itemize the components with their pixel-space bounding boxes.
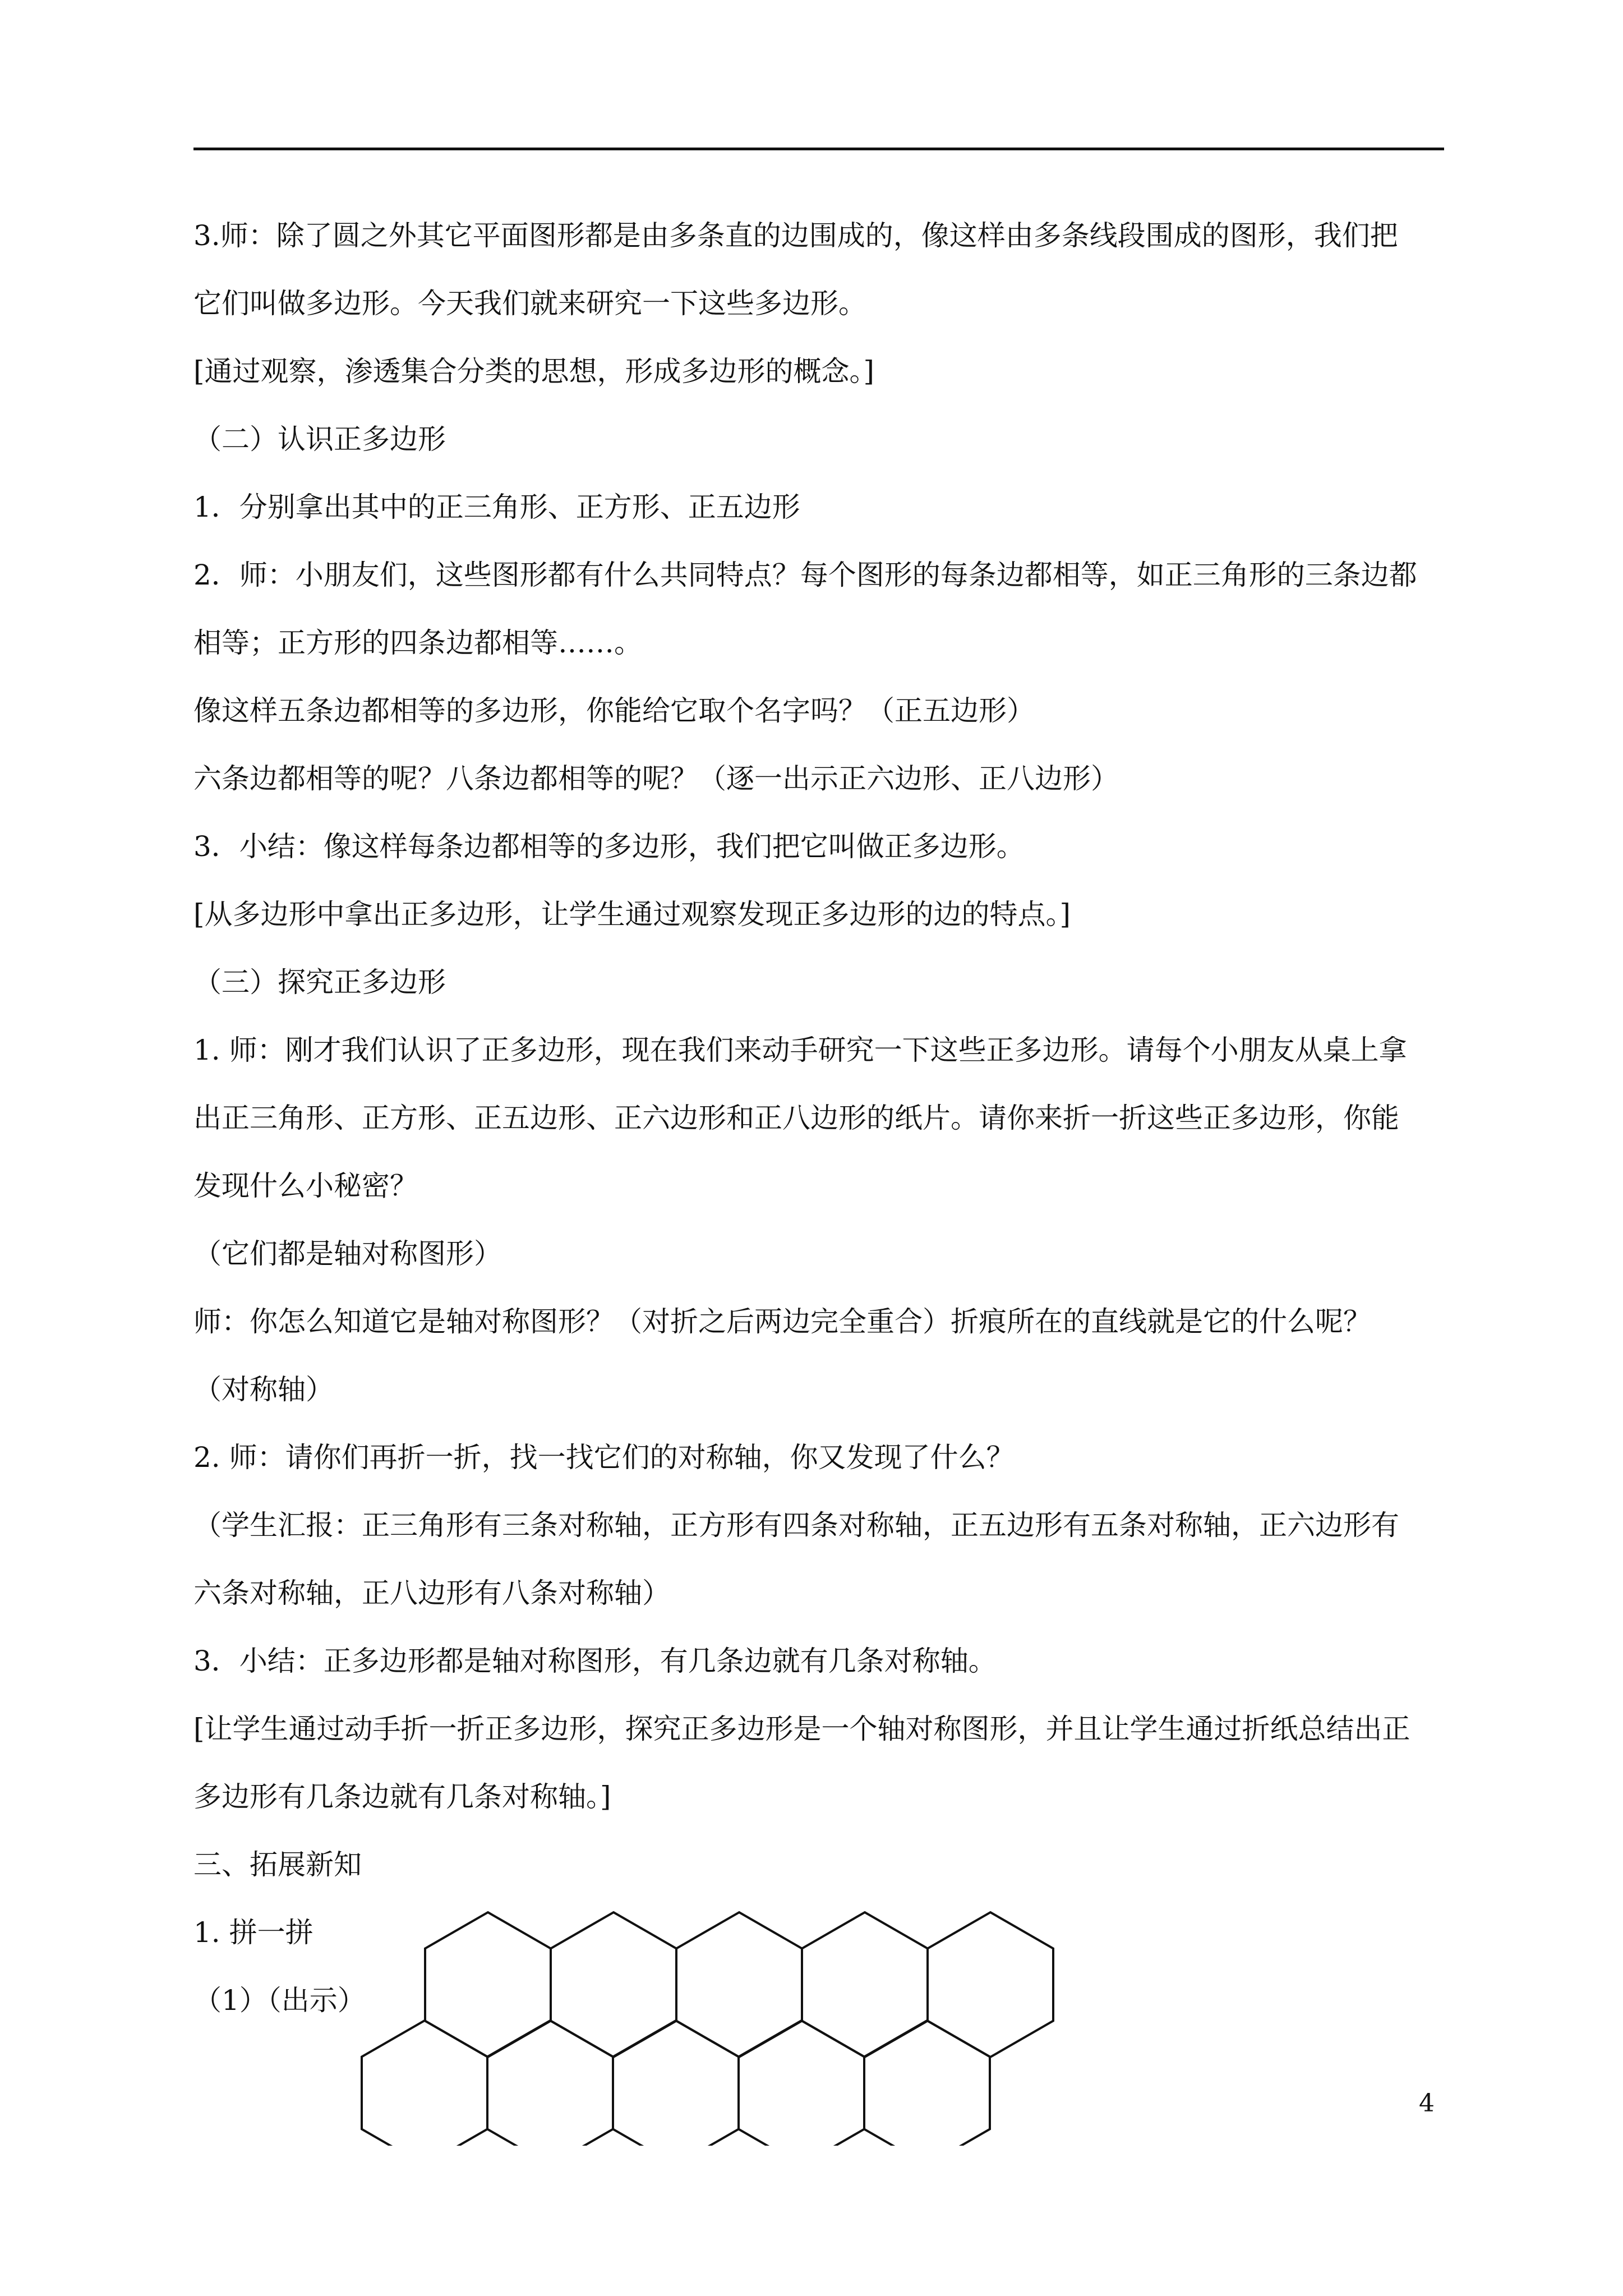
- section-heading: （三）探究正多边形: [193, 966, 446, 999]
- hexagon: [362, 2021, 487, 2146]
- paragraph-line: 出正三角形、正方形、正五边形、正六边形和正八边形的纸片。请你来折一折这些正多边形，你能: [193, 1102, 1399, 1134]
- paragraph-line: 1．分别拿出其中的正三角形、正方形、正五边形: [193, 491, 800, 523]
- section-heading: 三、拓展新知: [193, 1848, 362, 1881]
- hexagon-row-bottom: [362, 2021, 990, 2146]
- paragraph-line: [从多边形中拿出正多边形，让学生通过观察发现正多边形的边的特点。]: [193, 898, 1071, 931]
- hexagon: [425, 1912, 551, 2057]
- paragraph-line: 2. 师：请你们再折一折，找一找它们的对称轴，你又发现了什么？: [193, 1441, 1015, 1474]
- hexagon: [739, 2021, 864, 2146]
- paragraph-line: 1. 拼一拼: [193, 1916, 313, 1949]
- paragraph-line: （对称轴）: [193, 1373, 334, 1406]
- paragraph-line: 1. 师：刚才我们认识了正多边形，现在我们来动手研究一下这些正多边形。请每个小朋友从桌上拿: [193, 1034, 1407, 1066]
- paragraph-line: 发现什么小秘密？: [193, 1170, 418, 1202]
- paragraph-line: [通过观察，渗透集合分类的思想，形成多边形的概念。]: [193, 355, 875, 388]
- paragraph-line: 3.师：除了圆之外其它平面图形都是由多条直的边围成的，像这样由多条线段围成的图形，我们把: [193, 219, 1398, 252]
- hexagon: [676, 1912, 802, 2057]
- hexagon: [864, 2021, 990, 2146]
- paragraph-line: 2．师：小朋友们，这些图形都有什么共同特点？每个图形的每条边都相等，如正三角形的三条边都: [193, 559, 1417, 591]
- paragraph-line: 相等；正方形的四条边都相等……。: [193, 627, 642, 659]
- hexagon: [613, 2021, 739, 2146]
- paragraph-line: （学生汇报：正三角形有三条对称轴，正方形有四条对称轴，正五边形有五条对称轴，正六边形有: [193, 1509, 1399, 1542]
- paragraph-line: 师：你怎么知道它是轴对称图形？（对折之后两边完全重合）折痕所在的直线就是它的什么呢？: [193, 1305, 1371, 1338]
- paragraph-line: （1）（出示）: [193, 1984, 366, 2017]
- paragraph-line: 多边形有几条边就有几条对称轴。]: [193, 1780, 611, 1813]
- paragraph-line: 它们叫做多边形。今天我们就来研究一下这些多边形。: [193, 287, 866, 320]
- page-number: 4: [1419, 2089, 1435, 2118]
- document-body: [193, 202, 1444, 2035]
- paragraph-line: 六条边都相等的呢？八条边都相等的呢？（逐一出示正六边形、正八边形）: [193, 762, 1119, 795]
- paragraph-line: 3．小结：正多边形都是轴对称图形，有几条边就有几条对称轴。: [193, 1645, 997, 1677]
- hexagon-figure: [359, 1904, 1066, 2146]
- hexagon: [928, 1912, 1053, 2057]
- paragraph-line: [让学生通过动手折一折正多边形，探究正多边形是一个轴对称图形，并且让学生通过折纸总结出正: [193, 1713, 1410, 1745]
- paragraph-line: 3．小结：像这样每条边都相等的多边形，我们把它叫做正多边形。: [193, 830, 1025, 863]
- hexagon: [802, 1912, 928, 2057]
- paragraph-line: （它们都是轴对称图形）: [193, 1237, 502, 1270]
- hexagon: [551, 1912, 676, 2057]
- section-heading: （二）认识正多边形: [193, 423, 446, 455]
- header-rule: [193, 148, 1444, 150]
- paragraph-line: 六条对称轴，正八边形有八条对称轴）: [193, 1577, 670, 1609]
- paragraph-line: 像这样五条边都相等的多边形，你能给它取个名字吗？（正五边形）: [193, 694, 1035, 727]
- hexagon: [487, 2021, 613, 2146]
- hexagon-row-top: [425, 1912, 1053, 2057]
